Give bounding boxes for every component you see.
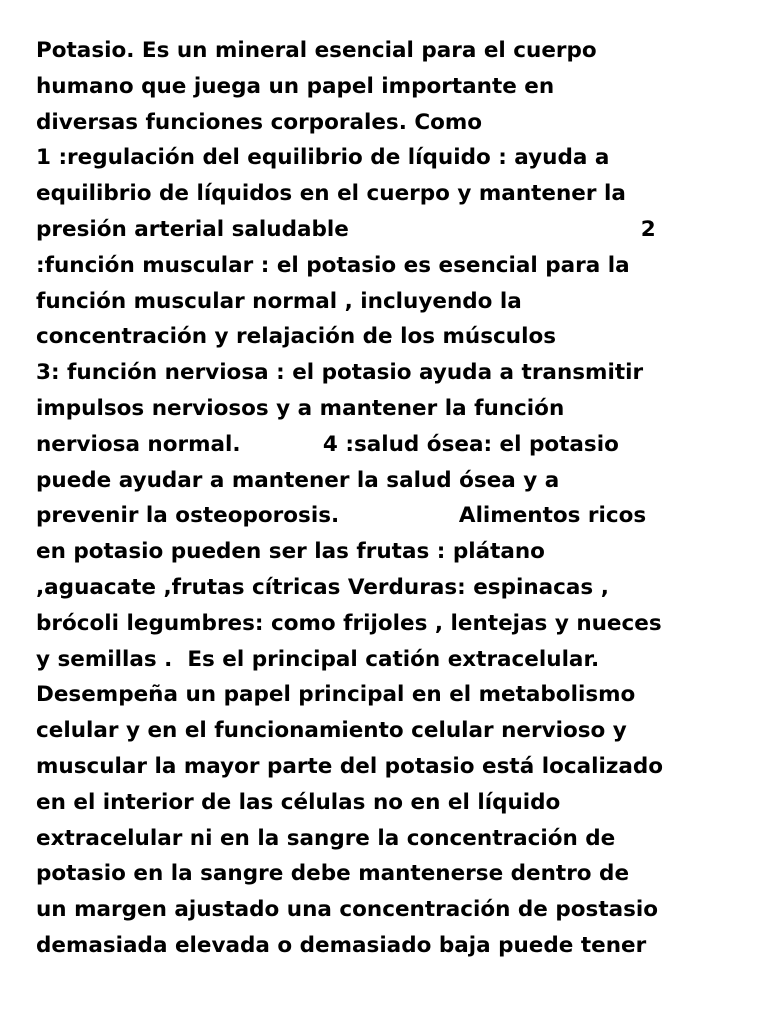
text-line-5: equilibrio de líquidos en el cuerpo y mantener la [36,181,626,207]
text-line-18: y semillas . Es el principal catión extracelular. [36,646,600,672]
text-line-17: brócoli legumbres: como frijoles , lentejas y nueces [36,610,662,636]
text-line-9: concentración y relajación de los músculos [36,324,557,350]
text-line-10: 3: función nerviosa : el potasio ayuda a transmitir [36,360,644,386]
document-body-text [36,33,756,964]
text-line-2: humano que juega un papel importante en [36,73,555,99]
text-line-14: prevenir la osteoporosis. Alimentos ricos [36,503,647,529]
text-line-3: diversas funciones corporales. Como [36,109,483,135]
text-line-16: ,aguacate ,frutas cítricas Verduras: espinacas , [36,574,609,600]
text-line-4: 1 :regulación del equilibrio de líquido : ayuda a [36,145,610,171]
text-line-22: en el interior de las células no en el líquido [36,789,561,815]
text-line-7: :función muscular : el potasio es esencial para la [36,252,630,278]
text-line-12: nerviosa normal. 4 :salud ósea: el potasio [36,431,619,457]
text-line-11: impulsos nerviosos y a mantener la función [36,395,565,421]
text-line-20: celular y en el funcionamiento celular nervioso y [36,718,627,744]
text-line-21: muscular la mayor parte del potasio está localizado [36,753,664,779]
text-line-23: extracelular ni en la sangre la concentración de [36,825,616,851]
text-line-15: en potasio pueden ser las frutas : plátano [36,539,545,565]
text-line-26: demasiada elevada o demasiado baja puede tener [36,932,647,958]
text-line-13: puede ayudar a mantener la salud ósea y a [36,467,560,493]
text-line-1: Potasio. Es un mineral esencial para el cuerpo [36,38,597,63]
text-line-19: Desempeña un papel principal en el metabolismo [36,682,636,708]
text-line-25: un margen ajustado una concentración de postasio [36,897,659,923]
text-line-6: presión arterial saludable 2 [36,216,656,242]
text-line-24: potasio en la sangre debe mantenerse dentro de [36,861,630,887]
text-line-8: función muscular normal , incluyendo la [36,288,522,314]
